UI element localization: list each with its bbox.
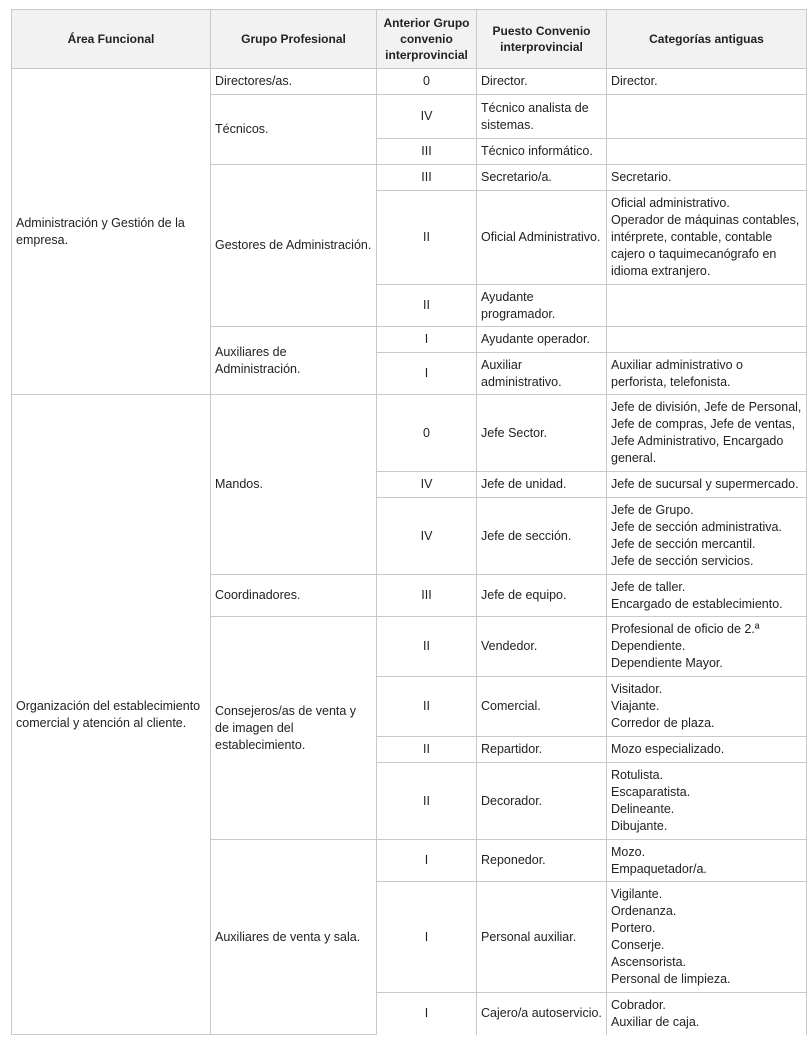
table-header-row [12,10,807,69]
grupo-cell: Mandos. [211,395,377,575]
anterior-cell: III [377,575,477,617]
categoria-line: Auxiliar de caja. [611,1014,700,1029]
anterior-cell: II [377,763,477,840]
puesto-cell: Repartidor. [477,737,607,763]
puesto-cell: Técnico analista de sistemas. [477,95,607,139]
header-grupo: Grupo Profesional [211,10,377,69]
grupo-cell: Técnicos. [211,95,377,165]
header-puesto: Puesto Convenio interprovincial [477,10,607,69]
puesto-cell: Jefe Sector. [477,395,607,472]
categoria-line: Empaquetador/a. [611,861,707,876]
area-cell: Organización del establecimiento comercial y atención al cliente. [12,395,211,1035]
categorias-cell [607,395,807,472]
table-row [12,69,807,95]
categoria-line: Auxiliar administrativo o perforista, telefonista. [611,357,743,389]
categoria-line: Jefe de Grupo. [611,503,694,517]
anterior-cell: I [377,993,477,1035]
puesto-cell: Reponedor. [477,840,607,882]
categorias-cell [607,69,807,95]
categorias-cell [607,882,807,993]
table-row [12,395,807,472]
categorias-cell [607,191,807,285]
anterior-cell: I [377,882,477,993]
anterior-cell: I [377,840,477,882]
categorias-cell [607,327,807,353]
puesto-cell: Cajero/a autoservicio. [477,993,607,1035]
puesto-cell: Jefe de sección. [477,498,607,575]
categorias-cell [607,139,807,165]
categorias-cell [607,840,807,882]
anterior-cell: IV [377,498,477,575]
categorias-cell [607,993,807,1035]
categoria-line: Cobrador. [611,997,666,1012]
anterior-cell: II [377,737,477,763]
puesto-cell: Ayudante programador. [477,285,607,327]
categoria-line: Dependiente. [611,639,686,653]
puesto-cell: Auxiliar administrativo. [477,353,607,395]
categoria-line: Mozo. [611,844,646,859]
anterior-cell: II [377,191,477,285]
categorias-cell [607,763,807,840]
categorias-cell [607,165,807,191]
categoria-line: Portero. [611,921,656,935]
puesto-cell: Jefe de equipo. [477,575,607,617]
anterior-cell: 0 [377,395,477,472]
anterior-cell: 0 [377,69,477,95]
categorias-cell [607,575,807,617]
anterior-cell: IV [377,472,477,498]
puesto-cell: Vendedor. [477,617,607,677]
categoria-line: Director. [611,74,658,88]
categoria-line: Mozo especializado. [611,742,725,756]
area-cell: Administración y Gestión de la empresa. [12,69,211,395]
grupo-cell: Directores/as. [211,69,377,95]
categoria-line: Visitador. [611,682,663,696]
categoria-line: Jefe de sección administrativa. [611,520,782,534]
categoria-line: Jefe de sección servicios. [611,554,754,568]
categoria-line: Jefe de división, Jefe de Personal, Jefe de compras, Jefe de ventas, Jefe Administrativo, Encargado general. [611,400,802,465]
categoria-line: Jefe de taller. [611,579,686,594]
categorias-cell [607,617,807,677]
categoria-line: Rotulista. [611,768,664,782]
categoria-line: Operador de máquinas contables, intérprete, contable, contable cajero o taquimecanógrafo en idioma extranjero. [611,213,800,278]
categoria-line: Jefe de sucursal y supermercado. [611,477,799,491]
categoria-line: Corredor de plaza. [611,716,715,730]
puesto-cell: Secretario/a. [477,165,607,191]
puesto-cell: Director. [477,69,607,95]
puesto-cell: Ayudante operador. [477,327,607,353]
categoria-line: Conserje. [611,938,665,952]
anterior-cell: I [377,327,477,353]
categoria-line: Viajante. [611,699,660,713]
puesto-cell: Decorador. [477,763,607,840]
grupo-cell: Consejeros/as de venta y de imagen del establecimiento. [211,617,377,840]
grupo-cell: Auxiliares de venta y sala. [211,840,377,1035]
categorias-cell [607,285,807,327]
categoria-line: Encargado de establecimiento. [611,596,783,611]
grupo-cell: Auxiliares de Administración. [211,327,377,395]
categorias-cell [607,472,807,498]
anterior-cell: III [377,165,477,191]
anterior-cell: III [377,139,477,165]
categorias-cell [607,353,807,395]
categoria-line: Jefe de sección mercantil. [611,537,756,551]
categoria-line: Profesional de oficio de 2.ª [611,622,760,636]
header-categorias: Categorías antiguas [607,10,807,69]
puesto-cell: Técnico informático. [477,139,607,165]
anterior-cell: I [377,353,477,395]
categorias-cell [607,498,807,575]
categoria-line: Ordenanza. [611,904,677,918]
puesto-cell: Personal auxiliar. [477,882,607,993]
grupo-cell: Coordinadores. [211,575,377,617]
puesto-cell: Jefe de unidad. [477,472,607,498]
categoria-line: Dependiente Mayor. [611,656,723,670]
puesto-cell: Oficial Administrativo. [477,191,607,285]
categoria-line: Oficial administrativo. [611,196,730,210]
header-area: Área Funcional [12,10,211,69]
categoria-line: Delineante. [611,802,675,816]
categoria-line: Personal de limpieza. [611,972,731,986]
categoria-line: Ascensorista. [611,955,687,969]
anterior-cell: II [377,617,477,677]
anterior-cell: II [377,677,477,737]
anterior-cell: IV [377,95,477,139]
categoria-line: Escaparatista. [611,785,691,799]
categoria-line: Vigilante. [611,887,663,901]
categoria-line: Secretario. [611,170,672,184]
grupo-cell: Gestores de Administración. [211,165,377,327]
categoria-line: Dibujante. [611,819,668,833]
puesto-cell: Comercial. [477,677,607,737]
categorias-cell [607,737,807,763]
categories-table [11,9,807,1035]
categorias-cell [607,95,807,139]
categorias-cell [607,677,807,737]
header-anterior: Anterior Grupo convenio interprovincial [377,10,477,69]
anterior-cell: II [377,285,477,327]
